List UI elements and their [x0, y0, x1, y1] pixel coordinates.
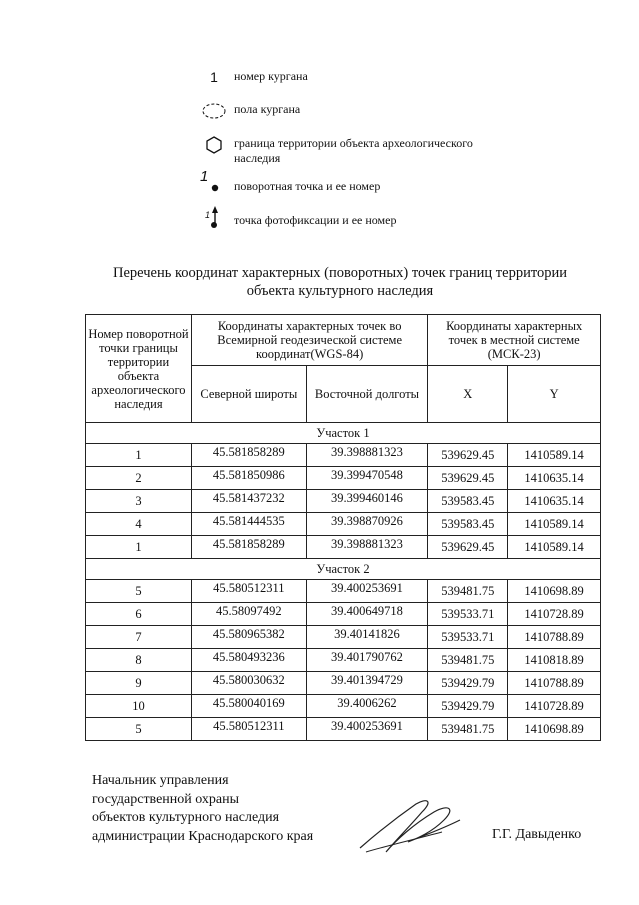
legend-label: номер кургана	[234, 69, 308, 83]
cell-lon: 39.401394729	[306, 672, 428, 695]
cell-number: 9	[86, 672, 192, 695]
table-row	[86, 695, 601, 718]
cell-lon: 39.398881323	[306, 536, 428, 559]
table-row	[86, 649, 601, 672]
cell-x: 539533.71	[428, 603, 508, 626]
cell-x: 539481.75	[428, 580, 508, 603]
table-row	[86, 467, 601, 490]
cell-lat: 45.581444535	[191, 513, 306, 536]
cell-lon: 39.399460146	[306, 490, 428, 513]
cell-x: 539629.45	[428, 444, 508, 467]
cell-lon: 39.398870926	[306, 513, 428, 536]
legend-label: граница территории объекта археологического наследия	[234, 136, 473, 165]
cell-x: 539481.75	[428, 649, 508, 672]
cell-x: 539583.45	[428, 490, 508, 513]
cell-number: 5	[86, 718, 192, 741]
cell-lat: 45.580512311	[191, 580, 306, 603]
section-header: Участок 2	[86, 559, 601, 580]
cell-number: 6	[86, 603, 192, 626]
cell-y: 1410698.89	[508, 718, 601, 741]
cell-x: 539429.79	[428, 672, 508, 695]
cell-y: 1410589.14	[508, 513, 601, 536]
legend-item-boundary	[196, 134, 504, 166]
position-line: Начальник управления	[92, 773, 229, 788]
signatory-position	[92, 772, 313, 846]
table-row	[86, 580, 601, 603]
cell-y: 1410589.14	[508, 536, 601, 559]
kurgan-field-icon	[196, 100, 232, 122]
cell-number: 10	[86, 695, 192, 718]
table-row	[86, 513, 601, 536]
position-line: объектов культурного наследия	[92, 810, 280, 825]
cell-y: 1410728.89	[508, 603, 601, 626]
cell-y: 1410788.89	[508, 626, 601, 649]
cell-number: 1	[86, 536, 192, 559]
header-wgs: Координаты характерных точек во Всемирной геодезической системе координат(WGS-84)	[191, 315, 427, 366]
position-line: государственной охраны	[92, 791, 240, 807]
cell-lat: 45.581858289	[191, 536, 306, 559]
cell-lat: 45.581858289	[191, 444, 306, 467]
cell-lon: 39.398881323	[306, 444, 428, 467]
cell-lat: 45.580512311	[191, 718, 306, 741]
legend-item-kurgan-number	[196, 66, 504, 88]
header-local: Координаты характерных точек в местной системе (МСК-23)	[428, 315, 601, 366]
header-north: Северной широты	[191, 366, 306, 423]
cell-x: 539533.71	[428, 626, 508, 649]
table-row	[86, 490, 601, 513]
signatory-name: Г.Г. Давыденко	[492, 827, 582, 842]
cell-x: 539629.45	[428, 467, 508, 490]
cell-lat: 45.580493236	[191, 649, 306, 672]
cell-y: 1410728.89	[508, 695, 601, 718]
cell-number: 2	[86, 467, 192, 490]
cell-lon: 39.401790762	[306, 649, 428, 672]
cell-lat: 45.581437232	[191, 490, 306, 513]
table-row	[86, 444, 601, 467]
coordinates-table	[85, 314, 601, 741]
table-row	[86, 603, 601, 626]
cell-x: 539481.75	[428, 718, 508, 741]
handwritten-signature	[356, 790, 466, 862]
table-row	[86, 626, 601, 649]
cell-number: 7	[86, 626, 192, 649]
legend-label: точка фотофиксации и ее номер	[234, 213, 397, 227]
table-row	[86, 672, 601, 695]
cell-x: 539629.45	[428, 536, 508, 559]
cell-x: 539583.45	[428, 513, 508, 536]
cell-y: 1410698.89	[508, 580, 601, 603]
cell-number: 8	[86, 649, 192, 672]
header-y: Y	[508, 366, 601, 423]
cell-lat: 45.580965382	[191, 626, 306, 649]
cell-lat: 45.58097492	[191, 603, 306, 626]
legend-label: пола кургана	[234, 102, 301, 116]
kurgan-number-icon: 1	[210, 69, 218, 85]
legend-item-photo-point	[196, 204, 504, 230]
cell-number: 3	[86, 490, 192, 513]
cell-number: 1	[86, 444, 192, 467]
header-point-number: Номер поворотной точки границы территории объекта археологического наследия	[86, 315, 192, 423]
cell-number: 5	[86, 580, 192, 603]
cell-lat: 45.581850986	[191, 467, 306, 490]
cell-y: 1410788.89	[508, 672, 601, 695]
header-east: Восточной долготы	[306, 366, 428, 423]
table-row	[86, 536, 601, 559]
hexagon-icon	[196, 134, 232, 156]
cell-lon: 39.400253691	[306, 580, 428, 603]
cell-lat: 45.580030632	[191, 672, 306, 695]
cell-x: 539429.79	[428, 695, 508, 718]
legend-item-kurgan-field	[196, 100, 504, 122]
cell-y: 1410635.14	[508, 467, 601, 490]
cell-y: 1410818.89	[508, 649, 601, 672]
cell-lon: 39.4006262	[306, 695, 428, 718]
cell-lat: 45.580040169	[191, 695, 306, 718]
cell-y: 1410589.14	[508, 444, 601, 467]
position-line: администрации Краснодарского края	[92, 828, 314, 844]
cell-lon: 39.40141826	[306, 626, 428, 649]
cell-lon: 39.400253691	[306, 718, 428, 741]
page-title: Перечень координат характерных (поворотных) точек границ территории объекта культурного наследия	[112, 265, 568, 299]
cell-lon: 39.400649718	[306, 603, 428, 626]
cell-lon: 39.399470548	[306, 467, 428, 490]
header-x: X	[428, 366, 508, 423]
cell-y: 1410635.14	[508, 490, 601, 513]
legend-item-turning-point	[196, 170, 504, 196]
cell-number: 4	[86, 513, 192, 536]
table-row	[86, 718, 601, 741]
legend-label: поворотная точка и ее номер	[234, 179, 381, 193]
turning-point-icon: 1	[196, 170, 232, 196]
photo-point-icon: 1	[196, 204, 232, 230]
section-header: Участок 1	[86, 423, 601, 444]
